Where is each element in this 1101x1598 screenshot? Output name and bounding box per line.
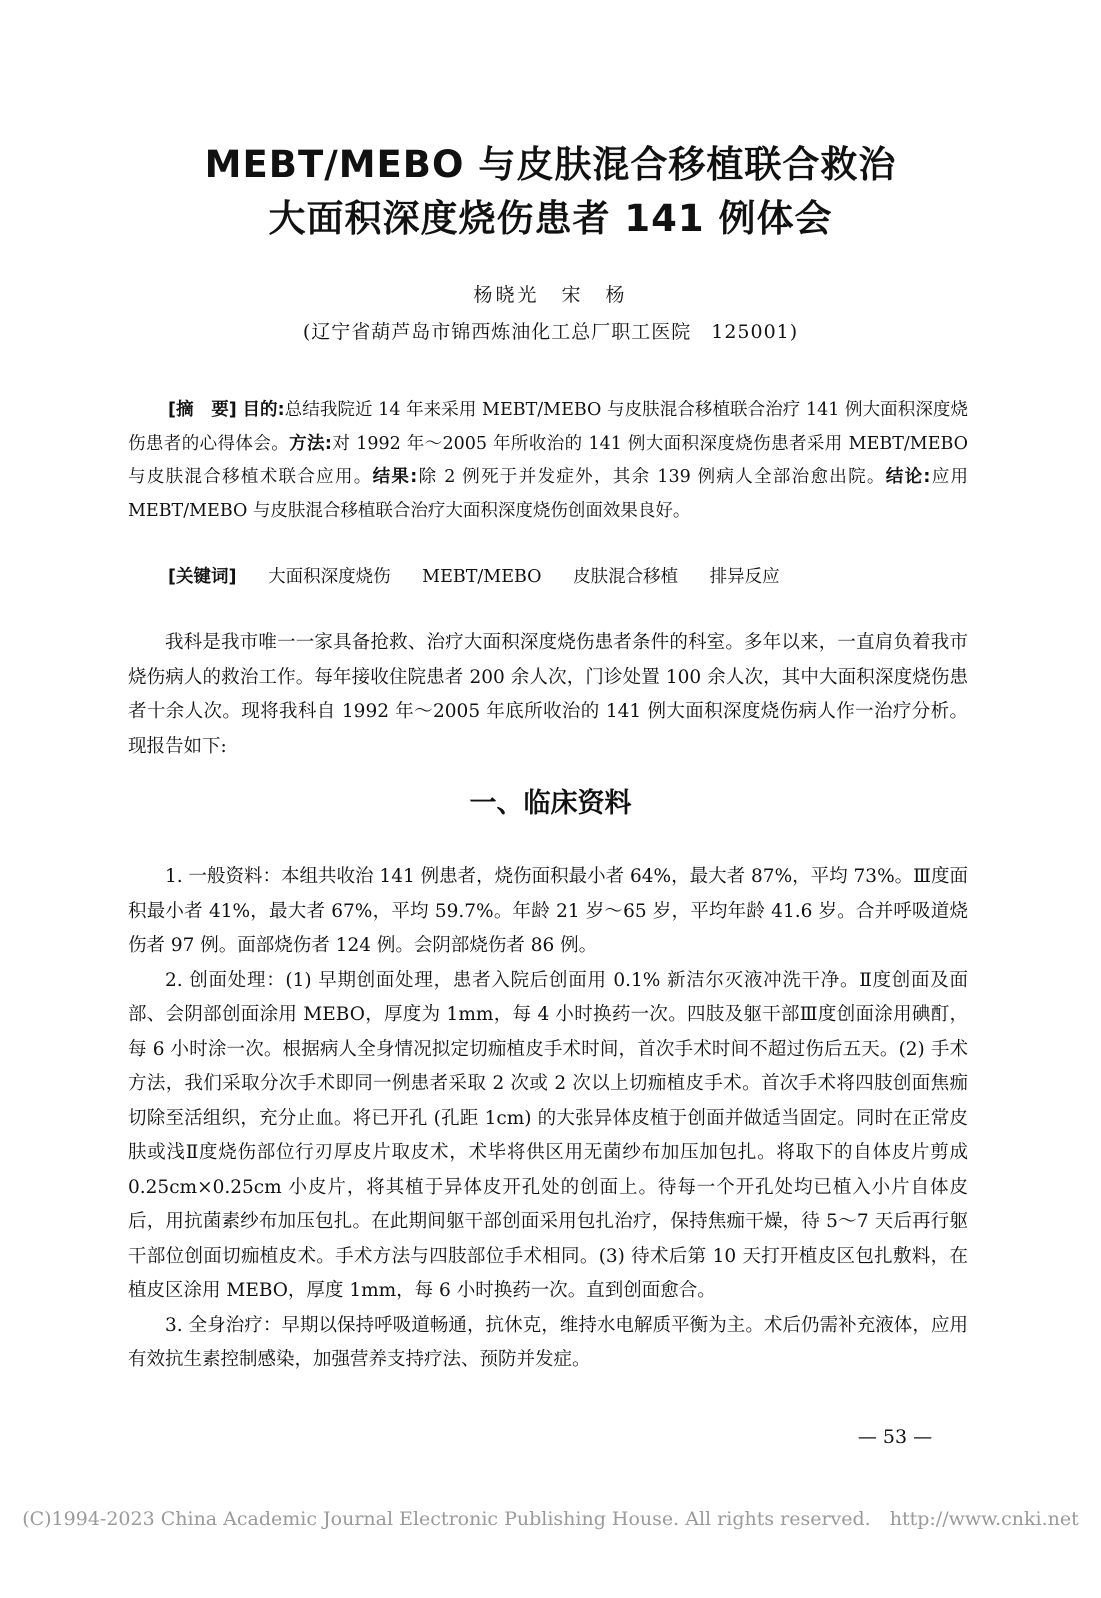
affiliation: (辽宁省葫芦岛市锦西炼油化工总厂职工医院 125001) [302,321,799,343]
abstract-label: [摘 要] [168,400,237,420]
paragraph-general-data: 1. 一般资料：本组共收治 141 例患者，烧伤面积最小者 64%，最大者 87%，平均 73%。Ⅲ度面积最小者 41%，最大者 67%，平均 59.7%。年龄 21 岁～65 岁，平均年龄 41.6 岁。合并呼吸道烧伤者 97 例。面部烧伤者 124 例。会阴部烧伤者 86 例。 [128,866,968,956]
clinical-data-section [128,860,968,1378]
purpose-label: 目的: [242,400,285,420]
paragraph-systemic-treatment: 3. 全身治疗：早期以保持呼吸道畅通，抗休克，维持水电解质平衡为主。术后仍需补充液体，应用有效抗生素控制感染，加强营养支持疗法、预防并发症。 [128,1314,968,1370]
article-title [0,138,1101,246]
title-line-2: 大面积深度烧伤患者 141 例体会 [268,197,833,240]
keyword: 大面积深度烧伤 [268,567,391,587]
result-label: 结果: [372,467,418,487]
keyword: MEBT/MEBO [422,567,542,587]
purpose-text: 总结我院近 14 年来采用 MEBT/MEBO 与皮肤混合移植联合治疗 141 例大面积深度烧伤患者的心得体会。 [128,400,968,454]
copyright-footer: (C)1994-2023 China Academic Journal Electronic Publishing House. All rights reserved. http://www.cnki.net [22,1508,1079,1530]
page-number: — 53 — [857,1426,933,1448]
authors: 杨晓光 宋 杨 [473,284,628,306]
result-text: 除 2 例死于并发症外，其余 139 例病人全部治愈出院。 [417,467,886,487]
method-label: 方法: [289,433,332,454]
keywords [168,562,968,592]
keyword: 皮肤混合移植 [573,567,679,587]
conclusion-text: 应用 MEBT/MEBO 与皮肤混合移植联合治疗大面积深度烧伤创面效果良好。 [128,467,969,521]
method-text: 对 1992 年～2005 年所收治的 141 例大面积深度烧伤患者采用 MEBT/MEBO 与皮肤混合移植术联合应用。 [128,433,969,487]
section-heading: 一、临床资料 [469,788,632,819]
conclusion-label: 结论: [885,467,931,487]
title-line-1: MEBT/MEBO 与皮肤混合移植联合救治 [204,143,897,186]
introduction [128,626,968,764]
intro-paragraph: 我科是我市唯一一家具备抢救、治疗大面积深度烧伤患者条件的科室。多年以来，一直肩负着我市烧伤病人的救治工作。每年接收住院患者 200 余人次，门诊处置 100 余人次，其中大面积深度烧伤患者十余人次。现将我科自 1992 年～2005 年底所收治的 141 例大面积深度烧伤病人作一治疗分析。现报告如下: [128,632,968,757]
keywords-label: [关键词] [168,567,237,587]
paragraph-wound-treatment: 2. 创面处理：(1) 早期创面处理，患者入院后创面用 0.1% 新洁尔灭液冲洗干净。Ⅱ度创面及面部、会阴部创面涂用 MEBO，厚度为 1mm，每 4 小时换药一次。四肢及躯干部Ⅲ度创面涂用碘酊，每 6 小时涂一次。根据病人全身情况拟定切痂植皮手术时间，首次手术时间不超过伤后五天。(2) 手术方法，我们采取分次手术即同一例患者采取 2 次或 2 次以上切痂植皮手术。首次手术将四肢创面焦痂切除至活组织，充分止血。将已开孔 (孔距 1cm) 的大张异体皮植于创面并做适当固定。同时在正常皮肤或浅Ⅱ度烧伤部位行刃厚皮片取皮术，术毕将供区用无菌纱布加压加包扎。将取下的自体皮片剪成 0.25cm×0.25cm 小皮片，将其植于异体皮开孔处的创面上。待每一个开孔处均已植入小片自体皮后，用抗菌素纱布加压包扎。在此期间躯干部创面采用包扎治疗，保持焦痂干燥，待 5～7 天后再行躯干部位创面切痂植皮术。手术方法与四肢部位手术相同。(3) 待术后第 10 天打开植皮区包扎敷料，在植皮区涂用 MEBO，厚度 1mm，每 6 小时换药一次。直到创面愈合。 [128,969,968,1301]
keyword: 排异反应 [709,567,780,587]
abstract [128,394,968,528]
